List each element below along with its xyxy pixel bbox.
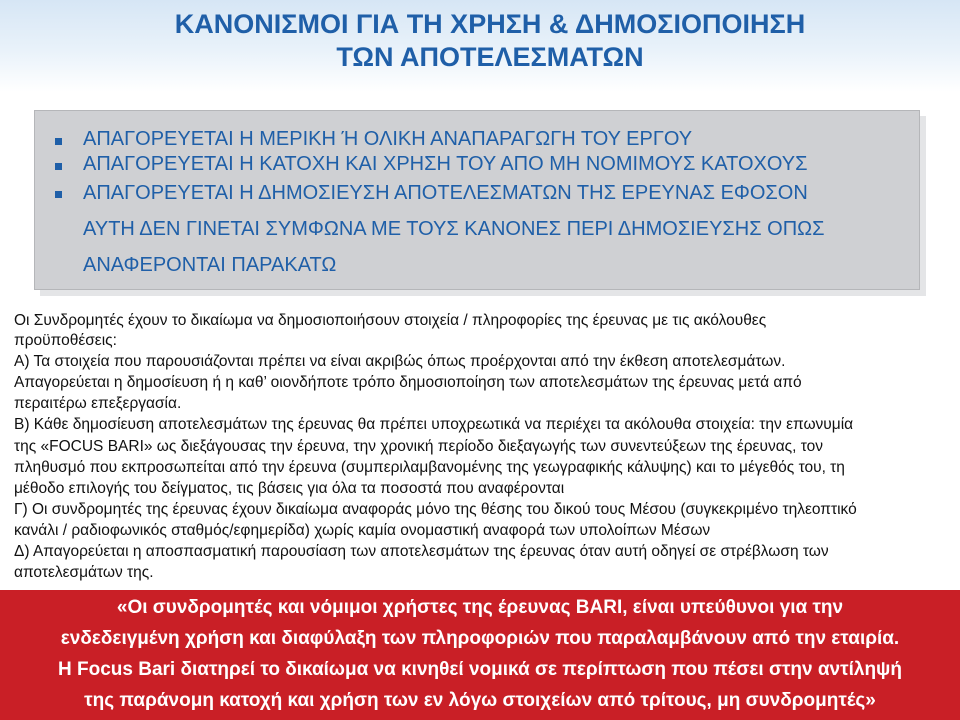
prohibition-item-3-line-2: ΑΥΤΗ ΔΕΝ ΓΙΝΕΤΑΙ ΣΥΜΦΩΝΑ ΜΕ ΤΟΥΣ ΚΑΝΟΝΕΣ ΠΕΡΙ ΔΗΜΟΣΙΕΥΣΗΣ ΟΠΩΣ — [83, 218, 825, 240]
rule-b-line-1: Β) Κάθε δημοσίευση αποτελεσμάτων της έρευνας θα πρέπει υποχρεωτικά να περιέχει τα ακόλουθα στοιχεία: την επωνυμία — [14, 416, 854, 433]
legal-notice-line-3: Η Focus Bari διατηρεί το δικαίωμα να κινηθεί νομικά σε περίπτωση που πέσει στην αντίληψή — [58, 659, 902, 680]
prohibition-item-3-line-1: ΑΠΑΓΟΡΕΥΕΤΑΙ Η ΔΗΜΟΣΙΕΥΣΗ ΑΠΟΤΕΛΕΣΜΑΤΩΝ ΤΗΣ ΕΡΕΥΝΑΣ ΕΦΟΣΟΝ — [83, 182, 808, 204]
legal-notice-banner — [0, 590, 960, 720]
rule-c-line-1: Γ) Οι συνδρομητές της έρευνας έχουν δικαίωμα αναφοράς μόνο της θέσης του δικού τους Μέσου (συγκεκριμένο τηλεοπτικό — [14, 501, 857, 518]
rule-d-line-1: Δ) Απαγορεύεται η αποσπασματική παρουσίαση των αποτελεσμάτων της έρευνας όταν αυτή οδηγεί σε στρέβλωση των — [14, 543, 829, 560]
rules-paragraph-line-1: Οι Συνδρομητές έχουν το δικαίωμα να δημοσιοποιήσουν στοιχεία / πληροφορίες της έρευνας με τις ακόλουθες — [14, 312, 767, 329]
page-title-line-2: ΤΩΝ ΑΠΟΤΕΛΕΣΜΑΤΩΝ — [336, 42, 644, 72]
legal-notice-line-1: «Οι συνδρομητές και νόμιμοι χρήστες της έρευνας BARI, είναι υπεύθυνοι για την — [116, 597, 844, 618]
prohibition-item-3-line-3: ΑΝΑΦΕΡΟΝΤΑΙ ΠΑΡΑΚΑΤΩ — [83, 254, 337, 276]
rule-b-line-3: πληθυσμό που εκπροσωπείται από την έρευνα (συμπεριλαμβανομένης της γεωγραφικής κάλυψης) και το μέγεθός του, τη — [14, 459, 845, 476]
rule-a-line-1: Α) Τα στοιχεία που παρουσιάζονται πρέπει να είναι ακριβώς όπως προέρχονται από την έκθεση αποτελεσμάτων. — [14, 353, 786, 370]
bullet-square-icon — [55, 138, 62, 145]
prohibition-item-2: ΑΠΑΓΟΡΕΥΕΤΑΙ Η ΚΑΤΟΧΗ ΚΑΙ ΧΡΗΣΗ ΤΟΥ ΑΠΟ ΜΗ ΝΟΜΙΜΟΥΣ ΚΑΤΟΧΟΥΣ — [83, 153, 808, 175]
page-title-line-1: ΚΑΝΟΝΙΣΜΟΙ ΓΙΑ ΤΗ ΧΡΗΣΗ & ΔΗΜΟΣΙΟΠΟΙΗΣΗ — [174, 9, 806, 39]
rules-paragraph-line-2: προϋποθέσεις: — [14, 332, 117, 349]
rule-b-line-2: της «FOCUS BARI» ως διεξάγουσας την έρευνα, την χρονική περίοδο διεξαγωγής των συνεντεύξεων της έρευνας, τον — [14, 438, 824, 455]
bullet-square-icon — [55, 163, 62, 170]
prohibitions-box — [34, 110, 920, 290]
rule-a-line-3: περαιτέρω επεξεργασία. — [14, 395, 182, 412]
rule-b-line-4: μέθοδο επιλογής του δείγματος, τις βάσεις για όλα τα ποσοστά που αναφέρονται — [14, 480, 565, 497]
prohibition-item-1: ΑΠΑΓΟΡΕΥΕΤΑΙ Η ΜΕΡΙΚΗ Ή ΟΛΙΚΗ ΑΝΑΠΑΡΑΓΩΓΗ ΤΟΥ ΕΡΓΟΥ — [83, 128, 693, 150]
rule-d-line-2: αποτελεσμάτων της. — [14, 564, 154, 581]
rule-c-line-2: κανάλι / ραδιοφωνικός σταθμός/εφημερίδα) χωρίς καμία ονομαστική αναφορά των υπολοίπων Μέσων — [14, 522, 711, 539]
rule-a-line-2: Απαγορεύεται η δημοσίευση ή η καθ’ οιονδήποτε τρόπο δημοσιοποίηση των αποτελεσμάτων της έρευνας μετά από — [14, 374, 802, 391]
legal-notice-line-4: της παράνομη κατοχή και χρήση των εν λόγω στοιχείων από τρίτους, μη συνδρομητές» — [84, 690, 876, 711]
legal-notice-line-2: ενδεδειγμένη χρήση και διαφύλαξη των πληροφοριών που παραλαμβάνουν από την εταιρία. — [60, 628, 900, 649]
bullet-square-icon — [55, 191, 62, 198]
page-title — [80, 8, 900, 74]
